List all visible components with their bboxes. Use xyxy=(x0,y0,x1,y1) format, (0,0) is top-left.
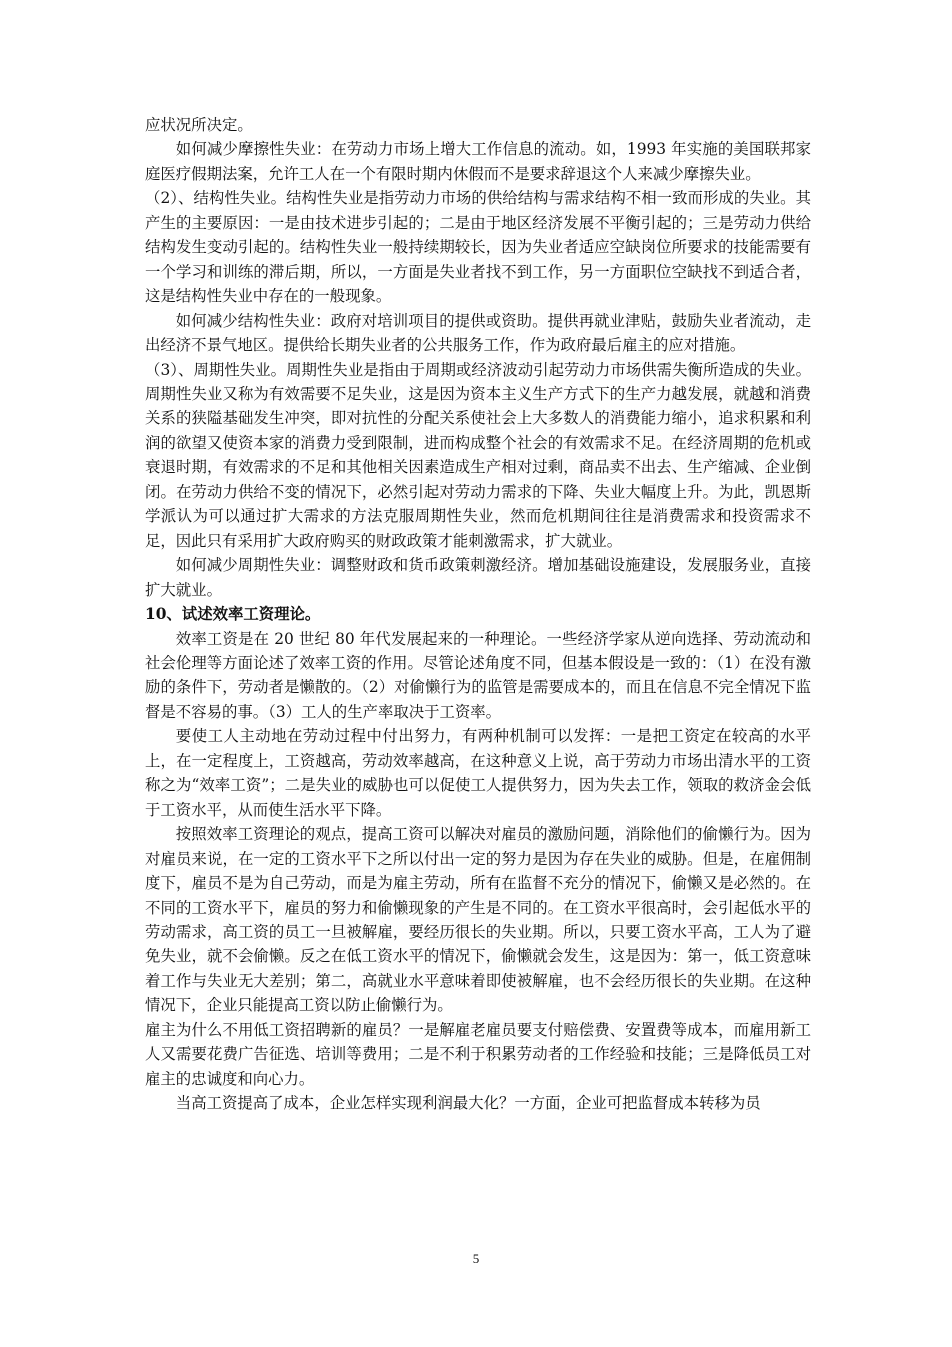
paragraph: 如何减少结构性失业：政府对培训项目的提供或资助。提供再就业津贴，鼓励失业者流动，走出经济不景气地区。提供给长期失业者的公共服务工作，作为政府最后雇主的应对措施。 xyxy=(145,311,811,355)
paragraph: 应状况所决定。 xyxy=(145,116,253,134)
paragraph: 当高工资提高了成本，企业怎样实现利润最大化？一方面，企业可把监督成本转移为员 xyxy=(175,1094,761,1113)
paragraph: （2）、结构性失业。结构性失业是指劳动力市场的供给结构与需求结构不相一致而形成的失业。其产生的主要原因：一是由技术进步引起的；二是由于地区经济发展不平衡引起的；三是劳动力供给结构发生变动引起的。结构性失业一般持续期较长，因为失业者适应空缺岗位所要求的技能需要有一个学习和训练的滞后期，所以，一方面是失业者找不到工作，另一方面职位空缺找不到适合者，这是结构性失业中存在的一般现象。 xyxy=(145,189,811,306)
paragraph: 如何减少周期性失业：调整财政和货币政策刺激经济。增加基础设施建设，发展服务业，直接扩大就业。 xyxy=(145,556,811,599)
paragraph: 如何减少摩擦性失业：在劳动力市场上增大工作信息的流动。如，1993 年实施的美国联邦家庭医疗假期法案，允许工人在一个有限时期内休假而不是要求辞退这个人来减少摩擦失业。 xyxy=(145,140,811,183)
paragraph: 效率工资是在 20 世纪 80 年代发展起来的一种理论。一些经济学家从逆向选择、劳动流动和社会伦理等方面论述了效率工资的作用。尽管论述角度不同，但基本假设是一致的：（1）在没有激励的条件下，劳动者是懒散的。（2）对偷懒行为的监管是需要成本的，而且在信息不完全情况下监督是不容易的事。（3）工人的生产率取决于工资率。 xyxy=(145,629,811,721)
page-number: 5 xyxy=(472,1251,480,1266)
section-heading: 10、试述效率工资理论。 xyxy=(145,605,321,624)
paragraph: 雇主为什么不用低工资招聘新的雇员？一是解雇老雇员要支付赔偿费、安置费等成本，而雇用新工人又需要花费广告征选、培训等费用；二是不利于积累劳动者的工作经验和技能；三是降低员工对雇主的忠诚度和向心力。 xyxy=(145,1020,811,1088)
paragraph: 要使工人主动地在劳动过程中付出努力，有两种机制可以发挥：一是把工资定在较高的水平上，在一定程度上，工资越高，劳动效率越高，在这种意义上说，高于劳动力市场出清水平的工资称之为“效率工资”；二是失业的威胁也可以促使工人提供努力，因为失去工作，领取的救济金会低于工资水平，从而使生活水平下降。 xyxy=(145,727,811,819)
paragraph: 按照效率工资理论的观点，提高工资可以解决对雇员的激励问题，消除他们的偷懒行为。因为对雇员来说，在一定的工资水平下之所以付出一定的努力是因为存在失业的威胁。但是，在雇佣制度下，雇员不是为自己劳动，而是为雇主劳动，所有在监督不充分的情况下，偷懒又是必然的。在不同的工资水平下，雇员的努力和偷懒现象的产生是不同的。在工资水平很高时，会引起低水平的劳动需求，高工资的员工一旦被解雇，要经历很长的失业期。所以，只要工资水平高，工人为了避免失业，就不会偷懒。反之在低工资水平的情况下，偷懒就会发生，这是因为：第一，低工资意味着工作与失业无大差别；第二，高就业水平意味着即使被解雇，也不会经历很长的失业期。在这种情况下，企业只能提高工资以防止偷懒行为。 xyxy=(145,825,811,1015)
paragraph: （3）、周期性失业。周期性失业是指由于周期或经济波动引起劳动力市场供需失衡所造成的失业。周期性失业又称为有效需要不足失业，这是因为资本主义生产方式下的生产力越发展，就越和消费关系的狭隘基础发生冲突，即对抗性的分配关系使社会上大多数人的消费能力缩小，追求积累和利润的欲望又使资本家的消费力受到限制，进而构成整个社会的有效需求不足。在经济周期的危机或衰退时期，有效需求的不足和其他相关因素造成生产相对过剩，商品卖不出去、生产缩减、企业倒闭。在劳动力供给不变的情况下，必然引起对劳动力需求的下降、失业大幅度上升。为此，凯恩斯学派认为可以通过扩大需求的方法克服周期性失业，然而危机期间往往是消费需求和投资需求不足，因此只有采用扩大政府购买的财政政策才能刺激需求，扩大就业。 xyxy=(145,360,811,550)
document-body xyxy=(145,113,811,1116)
